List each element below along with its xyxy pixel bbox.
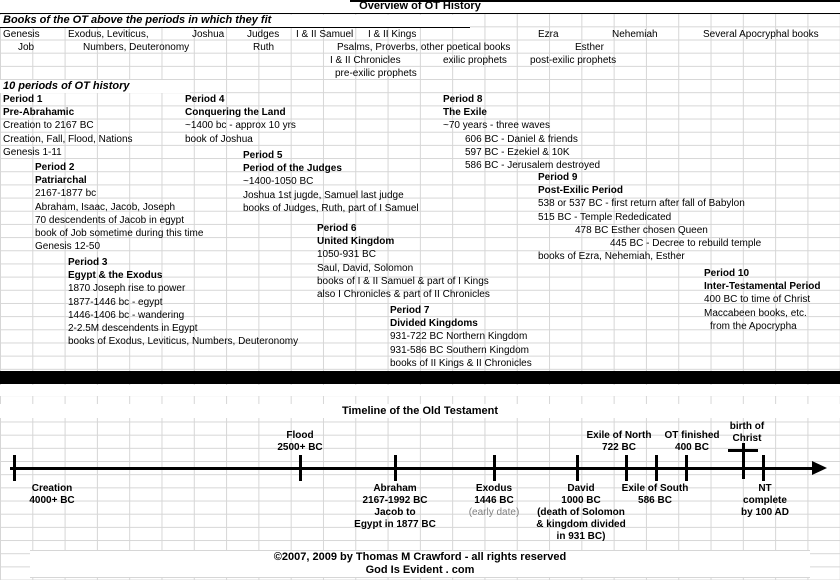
book-label-samuel: I & II Samuel [296,28,354,40]
period-7-box: Period 7 Divided Kingdoms 931-722 BC Northern Kingdom 931-586 BC Southern Kingdom books of II Kings & II Chronicles [390,305,532,369]
event-creation: Creation 4000+ BC [29,483,75,506]
tick-exile-north [625,455,628,481]
book-label-ruth: Ruth [253,41,275,53]
timeline-arrow-icon [812,461,827,475]
periods-caption: 10 periods of OT history [3,80,130,92]
event-david: David 1000 BC (death of Solomon & kingdom divided in 931 BC) [536,483,626,542]
book-label-nehemiah: Nehemiah [612,28,658,40]
tick-creation [13,455,16,481]
period-9-box: Period 9 Post-Exilic Period 538 or 537 BC - first return after fall of Babylon 515 BC - Temple Rededicated 478 BC Esther chosen Queen 445 BC - Decree to rebuild temple books of Ezra, Nehemiah, Esther [538,172,762,263]
book-label-judges: Judges [247,28,280,40]
event-exile-south: Exile of South 586 BC [621,483,689,506]
copyright-text: ©2007, 2009 by Thomas M Crawford - all rights reserved [30,550,810,565]
section-divider-bar [0,371,840,384]
book-label-kings: I & II Kings [368,28,417,40]
period-6-box: Period 6 United Kingdom 1050-931 BC Saul, David, Solomon books of I & II Samuel & part of I Kings also I Chronicles & part of II Chronicles [317,223,490,300]
tick-nt [762,455,765,481]
event-abraham: Abraham 2167-1992 BC Jacob to Egypt in 1877 BC [354,483,436,530]
book-label-chronicles: I & II Chronicles [330,54,401,66]
site-text: God Is Evident . com [30,564,810,578]
event-nt: NT complete by 100 AD [741,483,789,518]
period-2-box: Period 2 Patriarchal 2167-1877 bc Abraham, Isaac, Jacob, Joseph 70 descendents of Jacob in egypt book of Job sometime during this time Genesis 12-50 [35,162,204,253]
period-5-box: Period 5 Period of the Judges ~1400-1050 BC Joshua 1st jugde, Samuel last judge books of Judges, Ruth, part of I Samuel [243,150,419,214]
tick-exodus [493,455,496,481]
tick-ot-finished [685,455,688,481]
book-label-apocryphal: Several Apocryphal books [703,28,819,40]
timeline-axis [10,467,815,470]
book-label-esther: Esther [575,41,604,53]
book-label-postexilic-prophets: post-exilic prophets [530,54,617,66]
book-label-exilic-prophets: exilic prophets [443,54,507,66]
book-label-joshua: Joshua [192,28,225,40]
event-ot-finished: OT finished 400 BC [664,430,720,453]
tick-david [576,455,579,481]
page-title: Overview of OT History [359,0,481,12]
book-label-preexilic-prophets: pre-exilic prophets [335,68,417,80]
tick-abraham [394,455,397,481]
below-divider-bg [0,385,840,396]
tick-exile-south [655,455,658,481]
period-4-box: Period 4 Conquering the Land ~1400 bc - approx 10 yrs book of Joshua [185,94,296,145]
book-label-ezra: Ezra [538,28,559,40]
book-label-numbers-deut: Numbers, Deuteronomy [83,41,190,53]
event-exodus: Exodus 1446 BC (early date) [468,483,520,518]
period-3-box: Period 3 Egypt & the Exodus 1870 Joseph rise to power 1877-1446 bc - egypt 1446-1406 bc - wandering 2-2.5M descendents in Egypt books of Exodus, Leviticus, Numbers, Deuteronomy [68,257,299,348]
books-caption: Books of the OT above the periods in which they fit [3,14,272,26]
tick-flood [299,455,302,481]
book-label-genesis: Genesis [3,28,40,40]
timeline-title: Timeline of the Old Testament [0,404,840,418]
book-label-job: Job [18,41,35,53]
book-label-exodus-leviticus: Exodus, Leviticus, [68,28,149,40]
period-8-box: Period 8 The Exile ~70 years - three waves 606 BC - Daniel & friends 597 BC - Ezekiel & 10K 586 BC - Jerusalem destroyed [443,94,601,171]
period-1-box: Period 1 Pre-Abrahamic Creation to 2167 BC Creation, Fall, Flood, Nations Genesis 1-11 [3,94,133,158]
cross-icon-bar [728,449,758,452]
event-exile-north: Exile of North 722 BC [586,430,652,453]
period-10-box: Period 10 Inter-Testamental Period 400 BC to time of Christ Maccabeen books, etc. from the Apocrypha [704,268,821,332]
event-birth-of-christ: birth of Christ [729,421,765,444]
book-label-poetical: Psalms, Proverbs, other poetical books [337,41,511,53]
event-flood: Flood 2500+ BC [277,430,323,453]
